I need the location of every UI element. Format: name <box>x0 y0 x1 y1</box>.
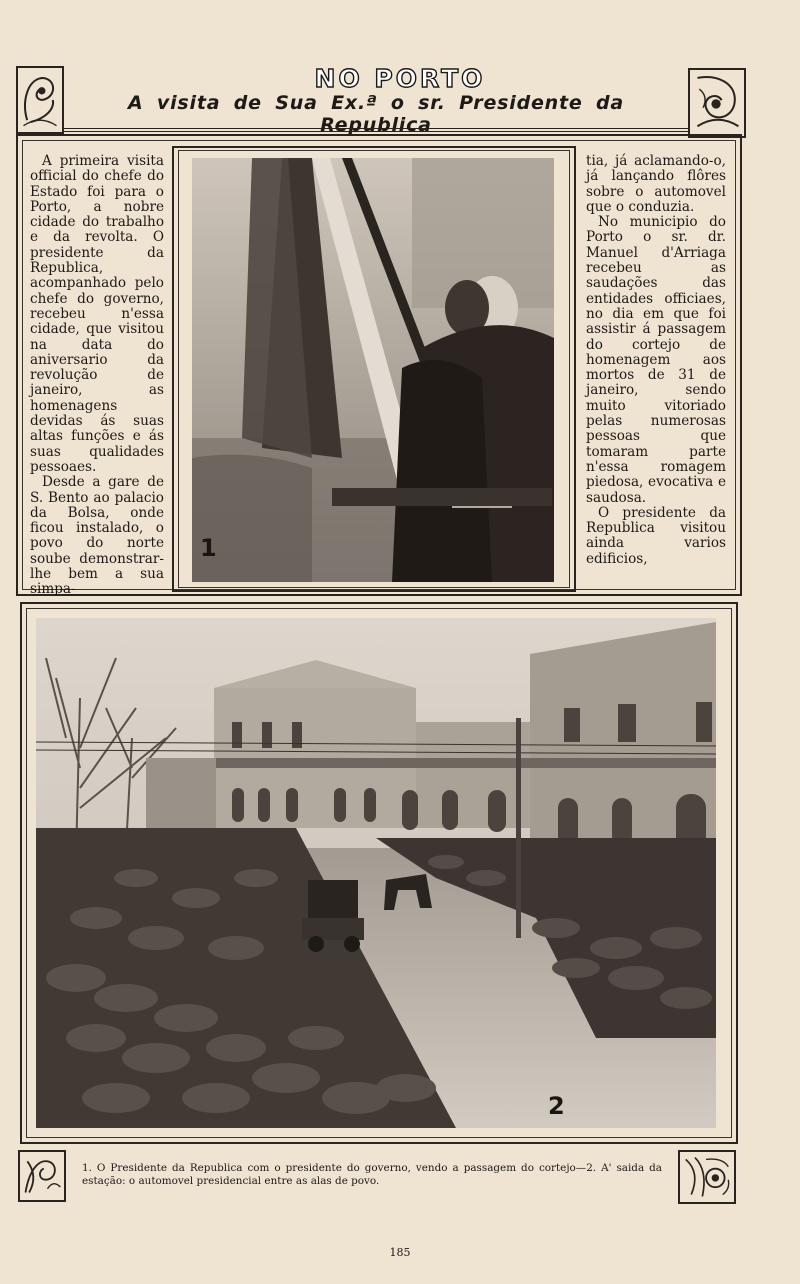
photo-president-balcony <box>192 158 554 582</box>
ornament-bottom-left <box>18 1150 66 1202</box>
header-rule-inner <box>64 131 688 132</box>
photo-station-crowd <box>36 618 716 1128</box>
page-title: NO PORTO <box>314 64 486 93</box>
article-right-column <box>586 154 726 567</box>
photo-caption: 1. O Presidente da Republica com o presidente do governo, vendo a passagem do cortejo—2. A' saida da estação: o automovel presidencial entre as alas de povo. <box>82 1162 662 1187</box>
article-paragraph: A primeira visita official do chefe do Estado foi para o Porto, a nobre cidade do trabalho e da revolta. O presidente da Republica, acompanhado pelo chefe do governo, recebeu n'essa cidade, que visitou na data do aniversario da revolução de janeiro, as homenagens devidas ás suas altas funções e ás suas qualidades pessoaes. <box>30 153 164 475</box>
page-subtitle: A visita de Sua Ex.ª o sr. Presidente da Republica <box>128 92 624 136</box>
article-paragraph: tia, já aclamando-o, já lançando flôres sobre o automovel que o conduzia. <box>586 153 726 215</box>
article-left-column <box>30 154 164 598</box>
ornament-bottom-right <box>678 1150 736 1204</box>
page-number: 185 <box>389 1246 411 1259</box>
photo2-number: 2 <box>548 1092 565 1120</box>
article-paragraph: No municipio do Porto o sr. dr. Manuel d'Arriaga recebeu as saudações das entidades officiaes, no dia em que foi assistir á passagem do cortejo de homenagem aos mortos de 31 de janeiro, sendo muito vitoriado pelas numerosas pessoas que tomaram parte n'essa romagem piedosa, evocativa e saudosa. <box>586 214 726 506</box>
photo1-number: 1 <box>200 534 217 562</box>
article-paragraph: O presidente da Republica visitou ainda varios edificios, <box>586 504 726 567</box>
article-paragraph: Desde a gare de S. Bento ao palacio da Bolsa, onde ficou instalado, o povo do norte soube demonstrar-lhe bem a sua simpa- <box>30 474 164 598</box>
header-rule <box>64 128 688 129</box>
